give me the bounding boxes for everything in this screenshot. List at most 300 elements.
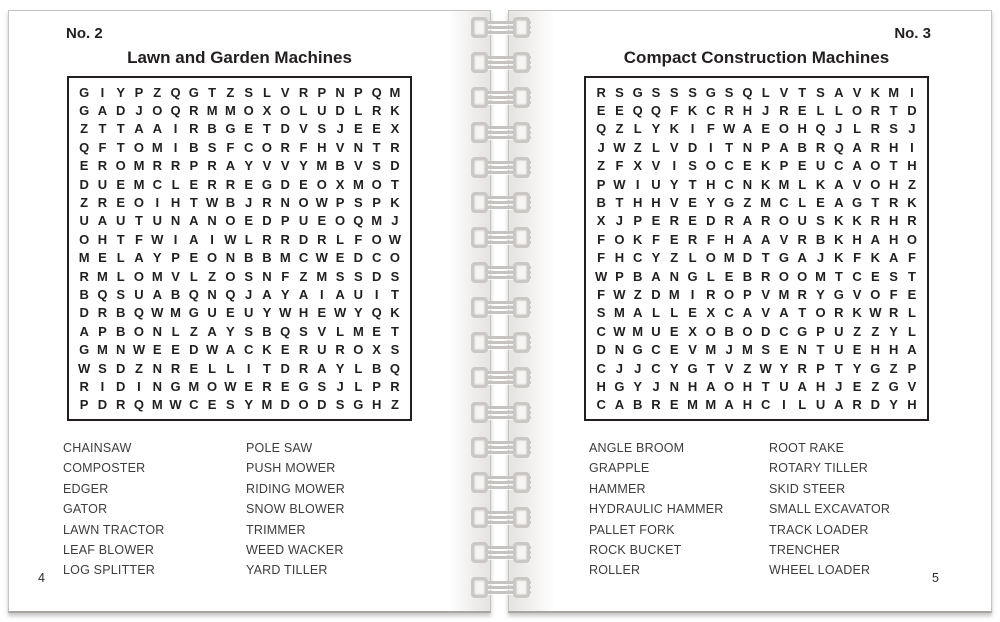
grid-letter: E <box>372 121 381 137</box>
binding-coil <box>455 576 551 600</box>
grid-letter: B <box>189 139 199 155</box>
grid-letter: A <box>152 121 162 137</box>
grid-letter: O <box>724 378 735 394</box>
binding-coil <box>455 51 551 75</box>
grid-row <box>592 193 921 211</box>
grid-letter: U <box>834 323 844 339</box>
grid-letter: T <box>761 378 770 394</box>
grid-letter: M <box>224 103 236 119</box>
grid-letter: O <box>280 103 291 119</box>
grid-letter: S <box>354 195 363 211</box>
grid-letter: Y <box>244 397 253 413</box>
punch-hole <box>471 52 488 73</box>
punch-hole <box>471 17 488 38</box>
grid-letter: P <box>816 360 825 376</box>
grid-letter: J <box>391 213 399 229</box>
grid-letter: S <box>244 268 253 284</box>
grid-letter: A <box>834 397 844 413</box>
grid-letter: B <box>170 286 181 302</box>
grid-letter: X <box>390 121 400 137</box>
grid-letter: T <box>208 84 217 100</box>
grid-letter: A <box>706 378 716 394</box>
punch-hole <box>471 437 488 458</box>
grid-row <box>75 101 404 119</box>
grid-letter: L <box>171 323 180 339</box>
grid-letter: T <box>390 176 399 192</box>
grid-letter: D <box>335 103 345 119</box>
grid-letter: R <box>225 176 236 192</box>
grid-letter: L <box>116 268 125 284</box>
grid-letter: R <box>669 213 679 229</box>
grid-letter: R <box>262 195 272 211</box>
grid-letter: P <box>372 378 381 394</box>
grid-letter: C <box>724 176 734 192</box>
grid-letter: F <box>706 231 715 247</box>
grid-letter: Z <box>597 158 606 174</box>
grid-letter: H <box>97 231 108 247</box>
grid-letter: O <box>316 176 327 192</box>
grid-letter: F <box>853 250 862 266</box>
grid-letter: T <box>615 195 624 211</box>
grid-letter: Q <box>596 121 607 137</box>
punch-hole <box>513 542 530 563</box>
grid-letter: R <box>97 195 108 211</box>
grid-letter: B <box>262 323 272 339</box>
grid-letter: N <box>353 139 364 155</box>
grid-letter: T <box>116 139 125 155</box>
grid-letter: K <box>907 195 917 211</box>
grid-letter: Z <box>80 121 89 137</box>
grid-letter: O <box>115 158 126 174</box>
grid-letter: H <box>371 397 382 413</box>
grid-letter: A <box>834 195 844 211</box>
grid-row <box>592 396 921 414</box>
grid-letter: E <box>761 121 770 137</box>
grid-letter: L <box>116 250 125 266</box>
grid-letter: K <box>390 103 400 119</box>
grid-letter: D <box>116 360 126 376</box>
grid-letter: R <box>870 213 881 229</box>
grid-letter: M <box>668 286 680 302</box>
grid-letter: T <box>262 121 271 137</box>
grid-letter: H <box>706 176 716 192</box>
grid-letter: O <box>207 378 218 394</box>
grid-letter: E <box>116 176 126 192</box>
page-number-right: 5 <box>932 571 939 585</box>
grid-letter: V <box>779 84 789 100</box>
grid-letter: A <box>189 231 199 247</box>
grid-letter: I <box>635 176 640 192</box>
grid-letter: R <box>651 397 661 413</box>
grid-letter: R <box>760 268 771 284</box>
grid-letter: S <box>390 268 400 284</box>
grid-letter: E <box>98 250 107 266</box>
grid-letter: L <box>171 176 180 192</box>
grid-letter: K <box>760 158 771 174</box>
grid-letter: P <box>98 323 107 339</box>
grid-letter: J <box>245 195 253 211</box>
grid-letter: S <box>335 397 345 413</box>
grid-letter: L <box>798 397 807 413</box>
grid-letter: J <box>652 378 660 394</box>
grid-letter: V <box>335 139 345 155</box>
grid-letter: Q <box>389 360 400 376</box>
grid-letter: Y <box>651 250 661 266</box>
grid-letter: I <box>910 84 914 100</box>
grid-letter: K <box>834 231 844 247</box>
grid-letter: P <box>596 176 606 192</box>
grid-row <box>75 396 404 414</box>
grid-letter: W <box>151 231 164 247</box>
grid-letter: M <box>133 158 145 174</box>
grid-letter: E <box>189 360 199 376</box>
punch-hole <box>471 87 488 108</box>
grid-letter: R <box>170 360 181 376</box>
grid-letter: L <box>354 360 363 376</box>
grid-letter: O <box>335 213 346 229</box>
punch-hole <box>513 437 530 458</box>
grid-letter: O <box>614 231 625 247</box>
grid-letter: R <box>79 378 89 394</box>
grid-letter: I <box>100 378 105 394</box>
grid-letter: R <box>888 195 899 211</box>
grid-letter: U <box>97 176 108 192</box>
grid-letter: V <box>852 84 862 100</box>
grid-letter: D <box>353 250 364 266</box>
grid-letter: Z <box>871 323 880 339</box>
grid-letter: A <box>614 397 625 413</box>
grid-letter: U <box>243 305 254 321</box>
grid-letter: A <box>189 213 199 229</box>
grid-letter: Q <box>133 397 145 413</box>
grid-letter: S <box>889 121 898 137</box>
grid-letter: A <box>852 139 862 155</box>
grid-letter: F <box>299 139 308 155</box>
grid-letter: S <box>669 84 679 100</box>
word-list-item: ROLLER <box>589 563 641 578</box>
grid-letter: M <box>723 250 735 266</box>
grid-letter: R <box>724 213 734 229</box>
grid-letter: B <box>116 323 126 339</box>
grid-letter: A <box>152 286 162 302</box>
grid-row <box>592 101 921 119</box>
grid-letter: K <box>834 250 844 266</box>
grid-letter: Z <box>153 84 162 100</box>
grid-letter: D <box>97 397 108 413</box>
grid-letter: N <box>797 342 807 358</box>
grid-letter: D <box>371 268 382 284</box>
grid-letter: W <box>613 323 626 339</box>
grid-letter: M <box>170 305 181 321</box>
grid-letter: E <box>852 378 862 394</box>
grid-letter: P <box>134 84 144 100</box>
grid-letter: A <box>97 213 108 229</box>
word-list-item: RIDING MOWER <box>246 481 345 496</box>
grid-letter: D <box>870 397 881 413</box>
grid-letter: M <box>778 286 790 302</box>
grid-letter: J <box>135 103 143 119</box>
grid-letter: T <box>834 360 843 376</box>
grid-letter: S <box>207 139 217 155</box>
word-list-item: LAWN TRACTOR <box>63 522 165 537</box>
grid-letter: E <box>244 176 253 192</box>
grid-letter: Y <box>244 158 253 174</box>
grid-letter: W <box>388 231 402 247</box>
grid-letter: F <box>281 268 290 284</box>
grid-letter: E <box>743 158 752 174</box>
grid-letter: A <box>225 158 236 174</box>
grid-letter: C <box>724 305 734 321</box>
grid-row <box>75 359 404 377</box>
grid-letter: I <box>374 286 379 302</box>
grid-letter: V <box>171 268 180 284</box>
grid-letter: V <box>280 84 290 100</box>
grid-letter: E <box>152 342 162 358</box>
grid-letter: T <box>372 139 381 155</box>
grid-letter: E <box>372 323 381 339</box>
grid-letter: E <box>354 121 363 137</box>
grid-letter: D <box>280 397 290 413</box>
grid-letter: E <box>171 342 180 358</box>
grid-letter: P <box>907 360 917 376</box>
grid-letter: R <box>280 231 290 247</box>
grid-letter: J <box>762 103 770 119</box>
grid-letter: V <box>852 286 862 302</box>
grid-letter: S <box>688 158 697 174</box>
grid-letter: E <box>724 268 734 284</box>
grid-letter: O <box>371 176 382 192</box>
grid-letter: S <box>372 158 381 174</box>
grid-letter: O <box>207 250 218 266</box>
grid-letter: D <box>116 378 126 394</box>
grid-letter: Z <box>743 195 752 211</box>
grid-letter: L <box>834 103 843 119</box>
grid-letter: U <box>298 213 309 229</box>
puzzle-number-right: No. 3 <box>894 25 931 42</box>
grid-letter: S <box>317 121 327 137</box>
grid-letter: U <box>79 213 89 229</box>
grid-letter: N <box>152 360 162 376</box>
grid-letter: Z <box>208 268 217 284</box>
page-number-left: 4 <box>38 571 45 585</box>
grid-letter: R <box>724 103 734 119</box>
grid-row <box>592 267 921 285</box>
grid-letter: W <box>169 397 182 413</box>
grid-letter: T <box>798 305 807 321</box>
grid-letter: X <box>688 323 697 339</box>
grid-letter: O <box>152 103 163 119</box>
grid-letter: C <box>706 103 716 119</box>
grid-letter: O <box>225 268 236 284</box>
grid-letter: C <box>852 268 862 284</box>
grid-letter: R <box>779 103 789 119</box>
grid-letter: H <box>596 378 606 394</box>
grid-letter: N <box>225 250 236 266</box>
grid-letter: C <box>651 360 661 376</box>
grid-letter: P <box>79 397 89 413</box>
grid-letter: W <box>315 195 328 211</box>
punch-hole <box>471 297 488 318</box>
grid-letter: S <box>390 342 400 358</box>
grid-letter: Q <box>742 84 753 100</box>
grid-letter: K <box>390 305 400 321</box>
grid-letter: V <box>299 121 308 137</box>
binding-coil <box>455 226 551 250</box>
grid-letter: L <box>907 323 916 339</box>
grid-letter: E <box>280 378 290 394</box>
grid-letter: R <box>97 158 108 174</box>
grid-letter: I <box>173 139 178 155</box>
grid-letter: P <box>615 268 624 284</box>
grid-letter: G <box>870 360 881 376</box>
grid-letter: M <box>760 195 772 211</box>
word-list-item: LOG SPLITTER <box>63 563 156 578</box>
grid-letter: K <box>852 305 862 321</box>
punch-hole <box>513 262 530 283</box>
grid-letter: M <box>133 176 145 192</box>
grid-letter: L <box>670 305 679 321</box>
word-list-item: PUSH MOWER <box>246 461 336 476</box>
grid-letter: A <box>633 305 643 321</box>
grid-letter: G <box>687 268 698 284</box>
grid-letter: Q <box>97 286 108 302</box>
grid-letter: J <box>615 360 624 376</box>
grid-letter: N <box>280 195 290 211</box>
grid-letter: A <box>742 231 753 247</box>
word-list-right-col1 <box>589 438 723 581</box>
grid-letter: H <box>687 378 698 394</box>
grid-letter: Y <box>262 305 272 321</box>
word-list-item: TRENCHER <box>769 543 841 558</box>
grid-letter: E <box>688 213 697 229</box>
grid-letter: Z <box>80 195 89 211</box>
word-list-item: POLE SAW <box>246 441 313 455</box>
grid-letter: V <box>761 305 770 321</box>
grid-letter: E <box>317 305 327 321</box>
grid-letter: H <box>888 213 899 229</box>
grid-letter: K <box>815 176 826 192</box>
word-list-item: LEAF BLOWER <box>63 543 155 558</box>
grid-row <box>592 359 921 377</box>
grid-letter: D <box>706 213 716 229</box>
grid-letter: A <box>134 121 144 137</box>
grid-letter: E <box>669 342 679 358</box>
grid-letter: R <box>870 139 881 155</box>
grid-letter: O <box>906 231 917 247</box>
word-list-item: CHAINSAW <box>63 441 132 455</box>
grid-letter: I <box>690 121 695 137</box>
binding-coil <box>455 296 551 320</box>
grid-letter: K <box>760 176 771 192</box>
grid-letter: I <box>173 231 178 247</box>
grid-letter: M <box>778 176 790 192</box>
grid-letter: R <box>298 84 309 100</box>
grid-letter: B <box>724 323 734 339</box>
grid-letter: R <box>687 231 698 247</box>
grid-letter: Z <box>889 360 898 376</box>
grid-letter: A <box>797 378 807 394</box>
grid-letter: R <box>797 360 807 376</box>
grid-letter: P <box>743 286 752 302</box>
grid-letter: A <box>262 286 272 302</box>
grid-letter: I <box>690 286 695 302</box>
grid-row <box>75 322 404 340</box>
grid-letter: O <box>870 286 881 302</box>
grid-row <box>592 285 921 303</box>
grid-letter: R <box>852 397 862 413</box>
grid-letter: H <box>317 139 327 155</box>
grid-letter: A <box>79 323 89 339</box>
grid-letter: F <box>670 103 679 119</box>
grid-letter: B <box>742 268 753 284</box>
grid-letter: K <box>390 195 400 211</box>
grid-letter: V <box>669 195 679 211</box>
grid-letter: U <box>317 342 327 358</box>
grid-letter: P <box>280 213 290 229</box>
grid-letter: O <box>298 397 309 413</box>
grid-letter: E <box>299 176 308 192</box>
word-list-right-col2 <box>769 438 890 581</box>
grid-letter: G <box>632 342 643 358</box>
grid-letter: I <box>672 158 677 174</box>
grid-letter: O <box>705 158 716 174</box>
grid-letter: U <box>815 397 826 413</box>
grid-letter: S <box>335 268 345 284</box>
word-list-item: ROOT RAKE <box>769 441 845 455</box>
grid-letter: O <box>705 323 716 339</box>
grid-letter: E <box>669 397 679 413</box>
grid-letter: N <box>335 84 345 100</box>
grid-letter: Y <box>633 378 643 394</box>
grid-letter: U <box>651 323 661 339</box>
grid-letter: O <box>353 342 364 358</box>
grid-letter: C <box>596 360 606 376</box>
grid-letter: D <box>280 121 290 137</box>
grid-letter: Y <box>669 176 679 192</box>
grid-letter: T <box>889 158 898 174</box>
grid-letter: C <box>243 342 254 358</box>
grid-letter: T <box>390 286 399 302</box>
grid-letter: I <box>782 397 786 413</box>
grid-row <box>592 304 921 322</box>
grid-letter: D <box>651 286 661 302</box>
grid-letter: H <box>907 397 917 413</box>
grid-letter: T <box>907 268 916 284</box>
grid-letter: N <box>152 323 162 339</box>
grid-letter: L <box>652 305 660 321</box>
grid-letter: J <box>835 121 843 137</box>
grid-letter: E <box>797 158 807 174</box>
grid-letter: L <box>336 231 345 247</box>
grid-letter: R <box>207 158 217 174</box>
grid-letter: J <box>725 342 733 358</box>
grid-letter: Q <box>371 305 382 321</box>
grid-letter: M <box>279 250 291 266</box>
grid-letter: T <box>706 360 715 376</box>
punch-hole <box>471 507 488 528</box>
grid-letter: Y <box>816 286 825 302</box>
binding-coil <box>455 86 551 110</box>
grid-letter: R <box>189 121 199 137</box>
grid-row <box>592 138 921 156</box>
grid-letter: Q <box>650 103 662 119</box>
grid-letter: Y <box>116 84 126 100</box>
grid-letter: I <box>709 139 713 155</box>
grid-letter: J <box>245 286 253 302</box>
grid-letter: C <box>651 342 661 358</box>
word-list-item: HYDRAULIC HAMMER <box>589 502 724 517</box>
grid-letter: Z <box>853 323 862 339</box>
